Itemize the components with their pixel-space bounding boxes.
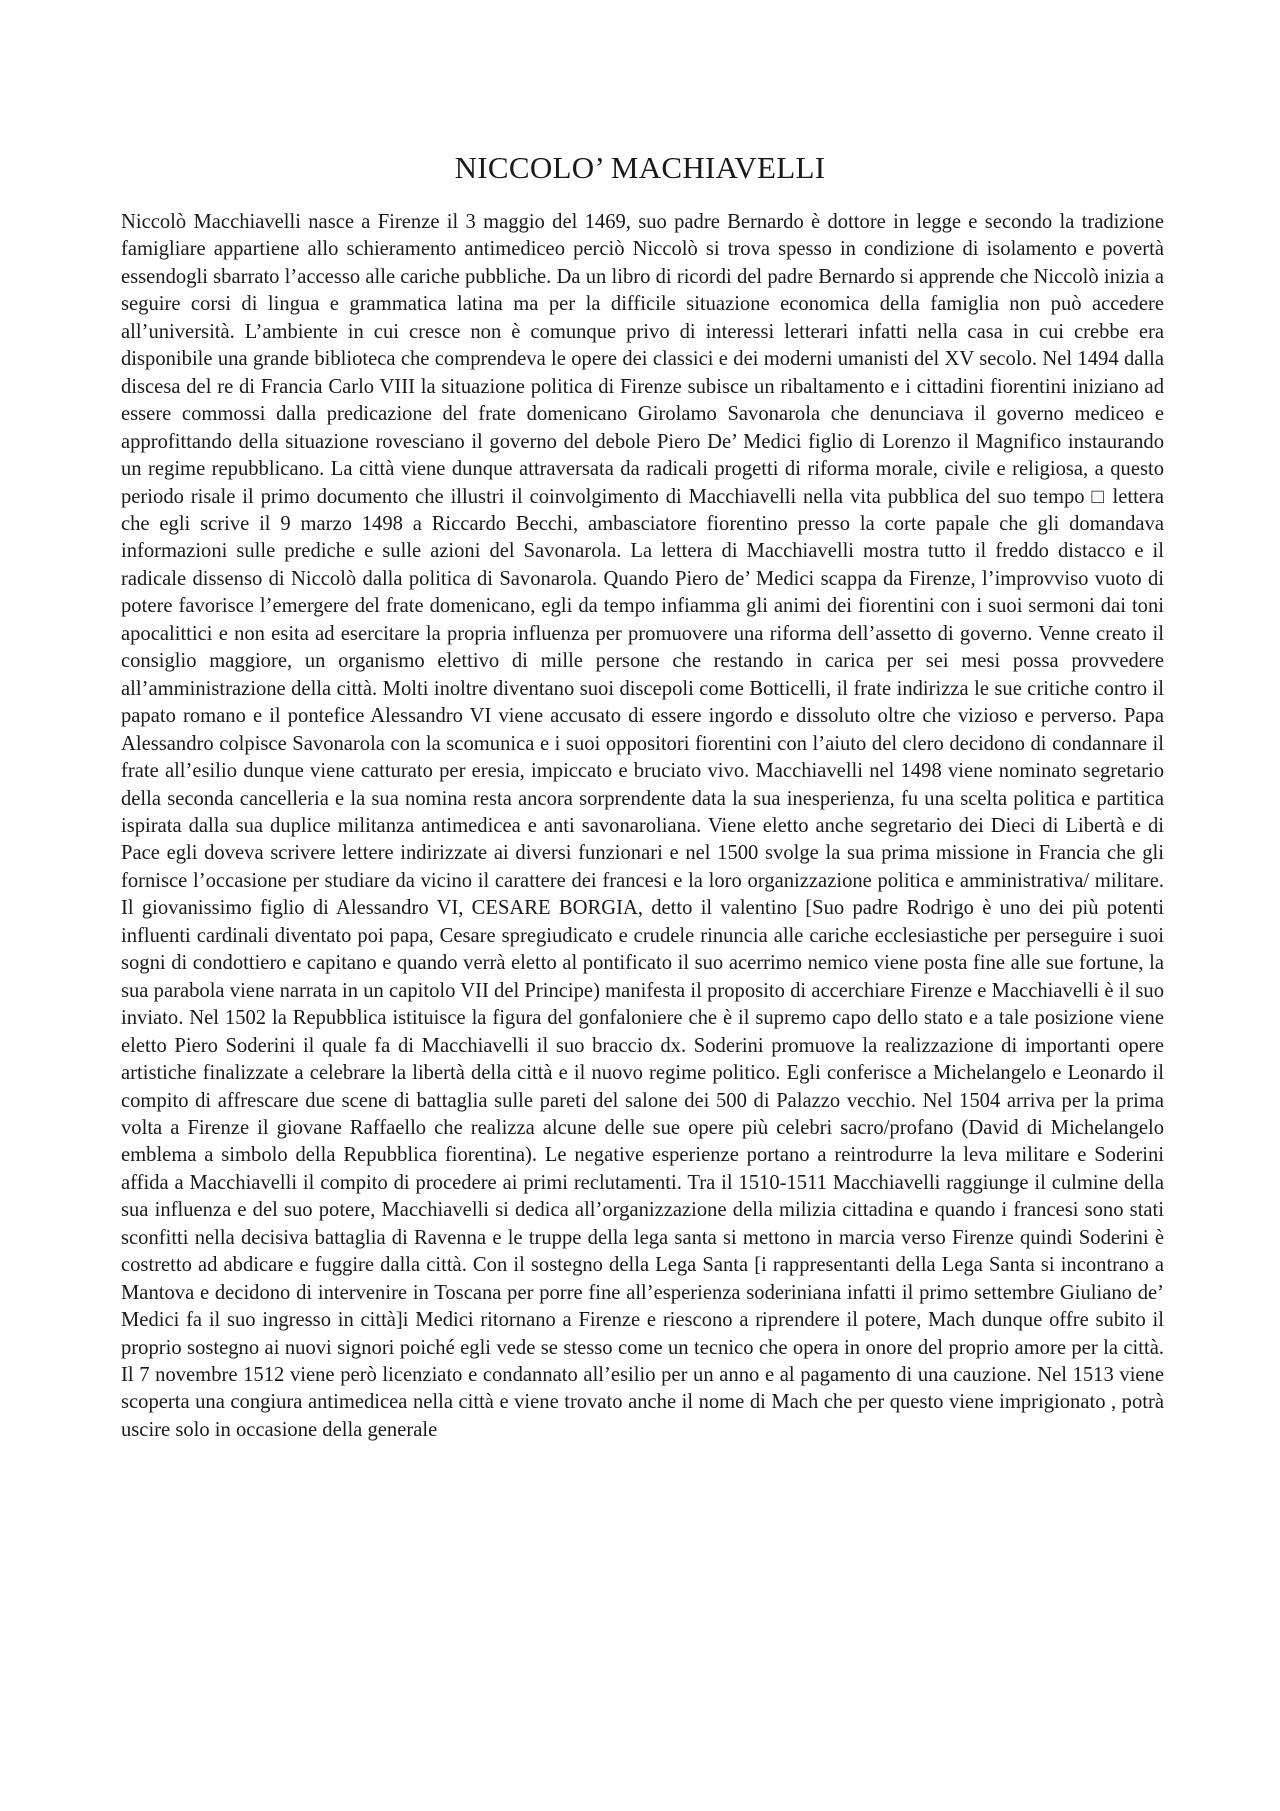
document-title: NICCOLO’ MACHIAVELLI: [454, 150, 826, 185]
document-body-paragraph: Niccolò Macchiavelli nasce a Firenze il 3 maggio del 1469, suo padre Bernardo è dottore in legge e secondo la tradizione famigliare appartiene allo schieramento antimediceo perciò Niccolò si trova spesso in condizione di isolamento e povertà essendogli sbarrato l’accesso alle cariche pubbliche. Da un libro di ricordi del padre Bernardo si apprende che Niccolò inizia a seguire corsi di lingua e grammatica latina ma per la difficile situazione economica della famiglia non può accedere all’università. L’ambiente in cui cresce non è comunque privo di interessi letterari infatti nella casa in cui crebbe era disponibile una grande biblioteca che comprendeva le opere dei classici e dei moderni umanisti del XV secolo. Nel 1494 dalla discesa del re di Francia Carlo VIII la situazione politica di Firenze subisce un ribaltamento e i cittadini fiorentini iniziano ad essere commossi dalla predicazione del frate domenicano Girolamo Savonarola che denunciava il governo mediceo e approfittando della situazione rovesciano il governo del debole Piero De’ Medici figlio di Lorenzo il Magnifico instaurando un regime repubblicano. La città viene dunque attraversata da radicali progetti di riforma morale, civile e religiosa, a questo periodo risale il primo documento che illustri il coinvolgimento di Macchiavelli nella vita pubblica del suo tempo □ lettera che egli scrive il 9 marzo 1498 a Riccardo Becchi, ambasciatore fiorentino presso la corte papale che gli domandava informazioni sulle prediche e sulle azioni del Savonarola. La lettera di Macchiavelli mostra tutto il freddo distacco e il radicale dissenso di Niccolò dalla politica di Savonarola. Quando Piero de’ Medici scappa da Firenze, l’improvviso vuoto di potere favorisce l’emergere del frate domenicano, egli da tempo infiamma gli animi dei fiorentini con i suoi sermoni dai toni apocalittici e non esita ad esercitare la propria influenza per promuovere una riforma dell’assetto di governo. Venne creato il consiglio maggiore, un organismo elettivo di mille persone che restando in carica per sei mesi possa provvedere all’amministrazione della città. Molti inoltre diventano suoi discepoli come Botticelli, il frate indirizza le sue critiche contro il papato romano e il pontefice Alessandro VI viene accusato di essere ingordo e dissoluto oltre che vizioso e perverso. Papa Alessandro colpisce Savonarola con la scomunica e i suoi oppositori fiorentini con l’aiuto del clero decidono di condannare il frate all’esilio dunque viene catturato per eresia, impiccato e bruciato vivo. Macchiavelli nel 1498 viene nominato segretario della seconda cancelleria e la sua nomina resta ancora sorprendente data la sua inesperienza, fu una scelta politica e partitica ispirata dalla sua duplice militanza antimedicea e anti savonaroliana. Viene eletto anche segretario dei Dieci di Libertà e di Pace egli doveva scrivere lettere indirizzate ai diversi funzionari e nel 1500 svolge la sua prima missione in Francia che gli fornisce l’occasione per studiare da vicino il carattere dei francesi e la loro organizzazione politica e amministrativa/ militare. Il giovanissimo figlio di Alessandro VI, CESARE BORGIA, detto il valentino [Suo padre Rodrigo è uno dei più potenti influenti cardinali diventato poi papa, Cesare spregiudicato e crudele rinuncia alle cariche ecclesiastiche per perseguire i suoi sogni di condottiero e capitano e quando verrà eletto al pontificato il suo acerrimo nemico viene posta fine alle sue fortune, la sua parabola viene narrata in un capitolo VII del Principe) manifesta il proposito di accerchiare Firenze e Macchiavelli è il suo inviato. Nel 1502 la Repubblica istituisce la figura del gonfaloniere che è il supremo capo dello stato e a tale posizione viene eletto Piero Soderini il quale fa di Macchiavelli il suo braccio dx. Soderini promuove la realizzazione di importanti opere artistiche finalizzate a celebrare la libertà della città e il nuovo regime politico. Egli conferisce a Michelangelo e Leonardo il compito di affrescare due scene di battaglia sulle pareti del salone dei 500 di Palazzo vecchio. Nel 1504 arriva per la prima volta a Firenze il giovane Raffaello che realizza alcune delle sue opere più celebri sacro/profano (David di Michelangelo emblema a simbolo della Repubblica fiorentina). Le negative esperienze portano a reintrodurre la leva militare e Soderini affida a Macchiavelli il compito di procedere ai primi reclutamenti. Tra il 1510-1511 Macchiavelli raggiunge il culmine della sua influenza e del suo potere, Macchiavelli si dedica all’organizzazione della milizia cittadina e quando i francesi sono stati sconfitti nella decisiva battaglia di Ravenna e le truppe della lega santa si mettono in marcia verso Firenze quindi Soderini è costretto ad abdicare e fuggire dalla città. Con il sostegno della Lega Santa [i rappresentanti della Lega Santa si incontrano a Mantova e decidono di intervenire in Toscana per porre fine all’esperienza soderiniana infatti il primo settembre Giuliano de’ Medici fa il suo ingresso in città]i Medici ritornano a Firenze e riescono a riprendere il potere, Mach dunque offre subito il proprio sostegno ai nuovi signori poiché egli vede se stesso come un tecnico che opera in onore del proprio amore per la città. Il 7 novembre 1512 viene però licenziato e condannato all’esilio per un anno e al pagamento di una cauzione. Nel 1513 viene scoperta una congiura antimedicea nella città e viene trovato anche il nome di Mach che per questo viene imprigionato , potrà uscire solo in occasione della generale: [121, 211, 1164, 1441]
